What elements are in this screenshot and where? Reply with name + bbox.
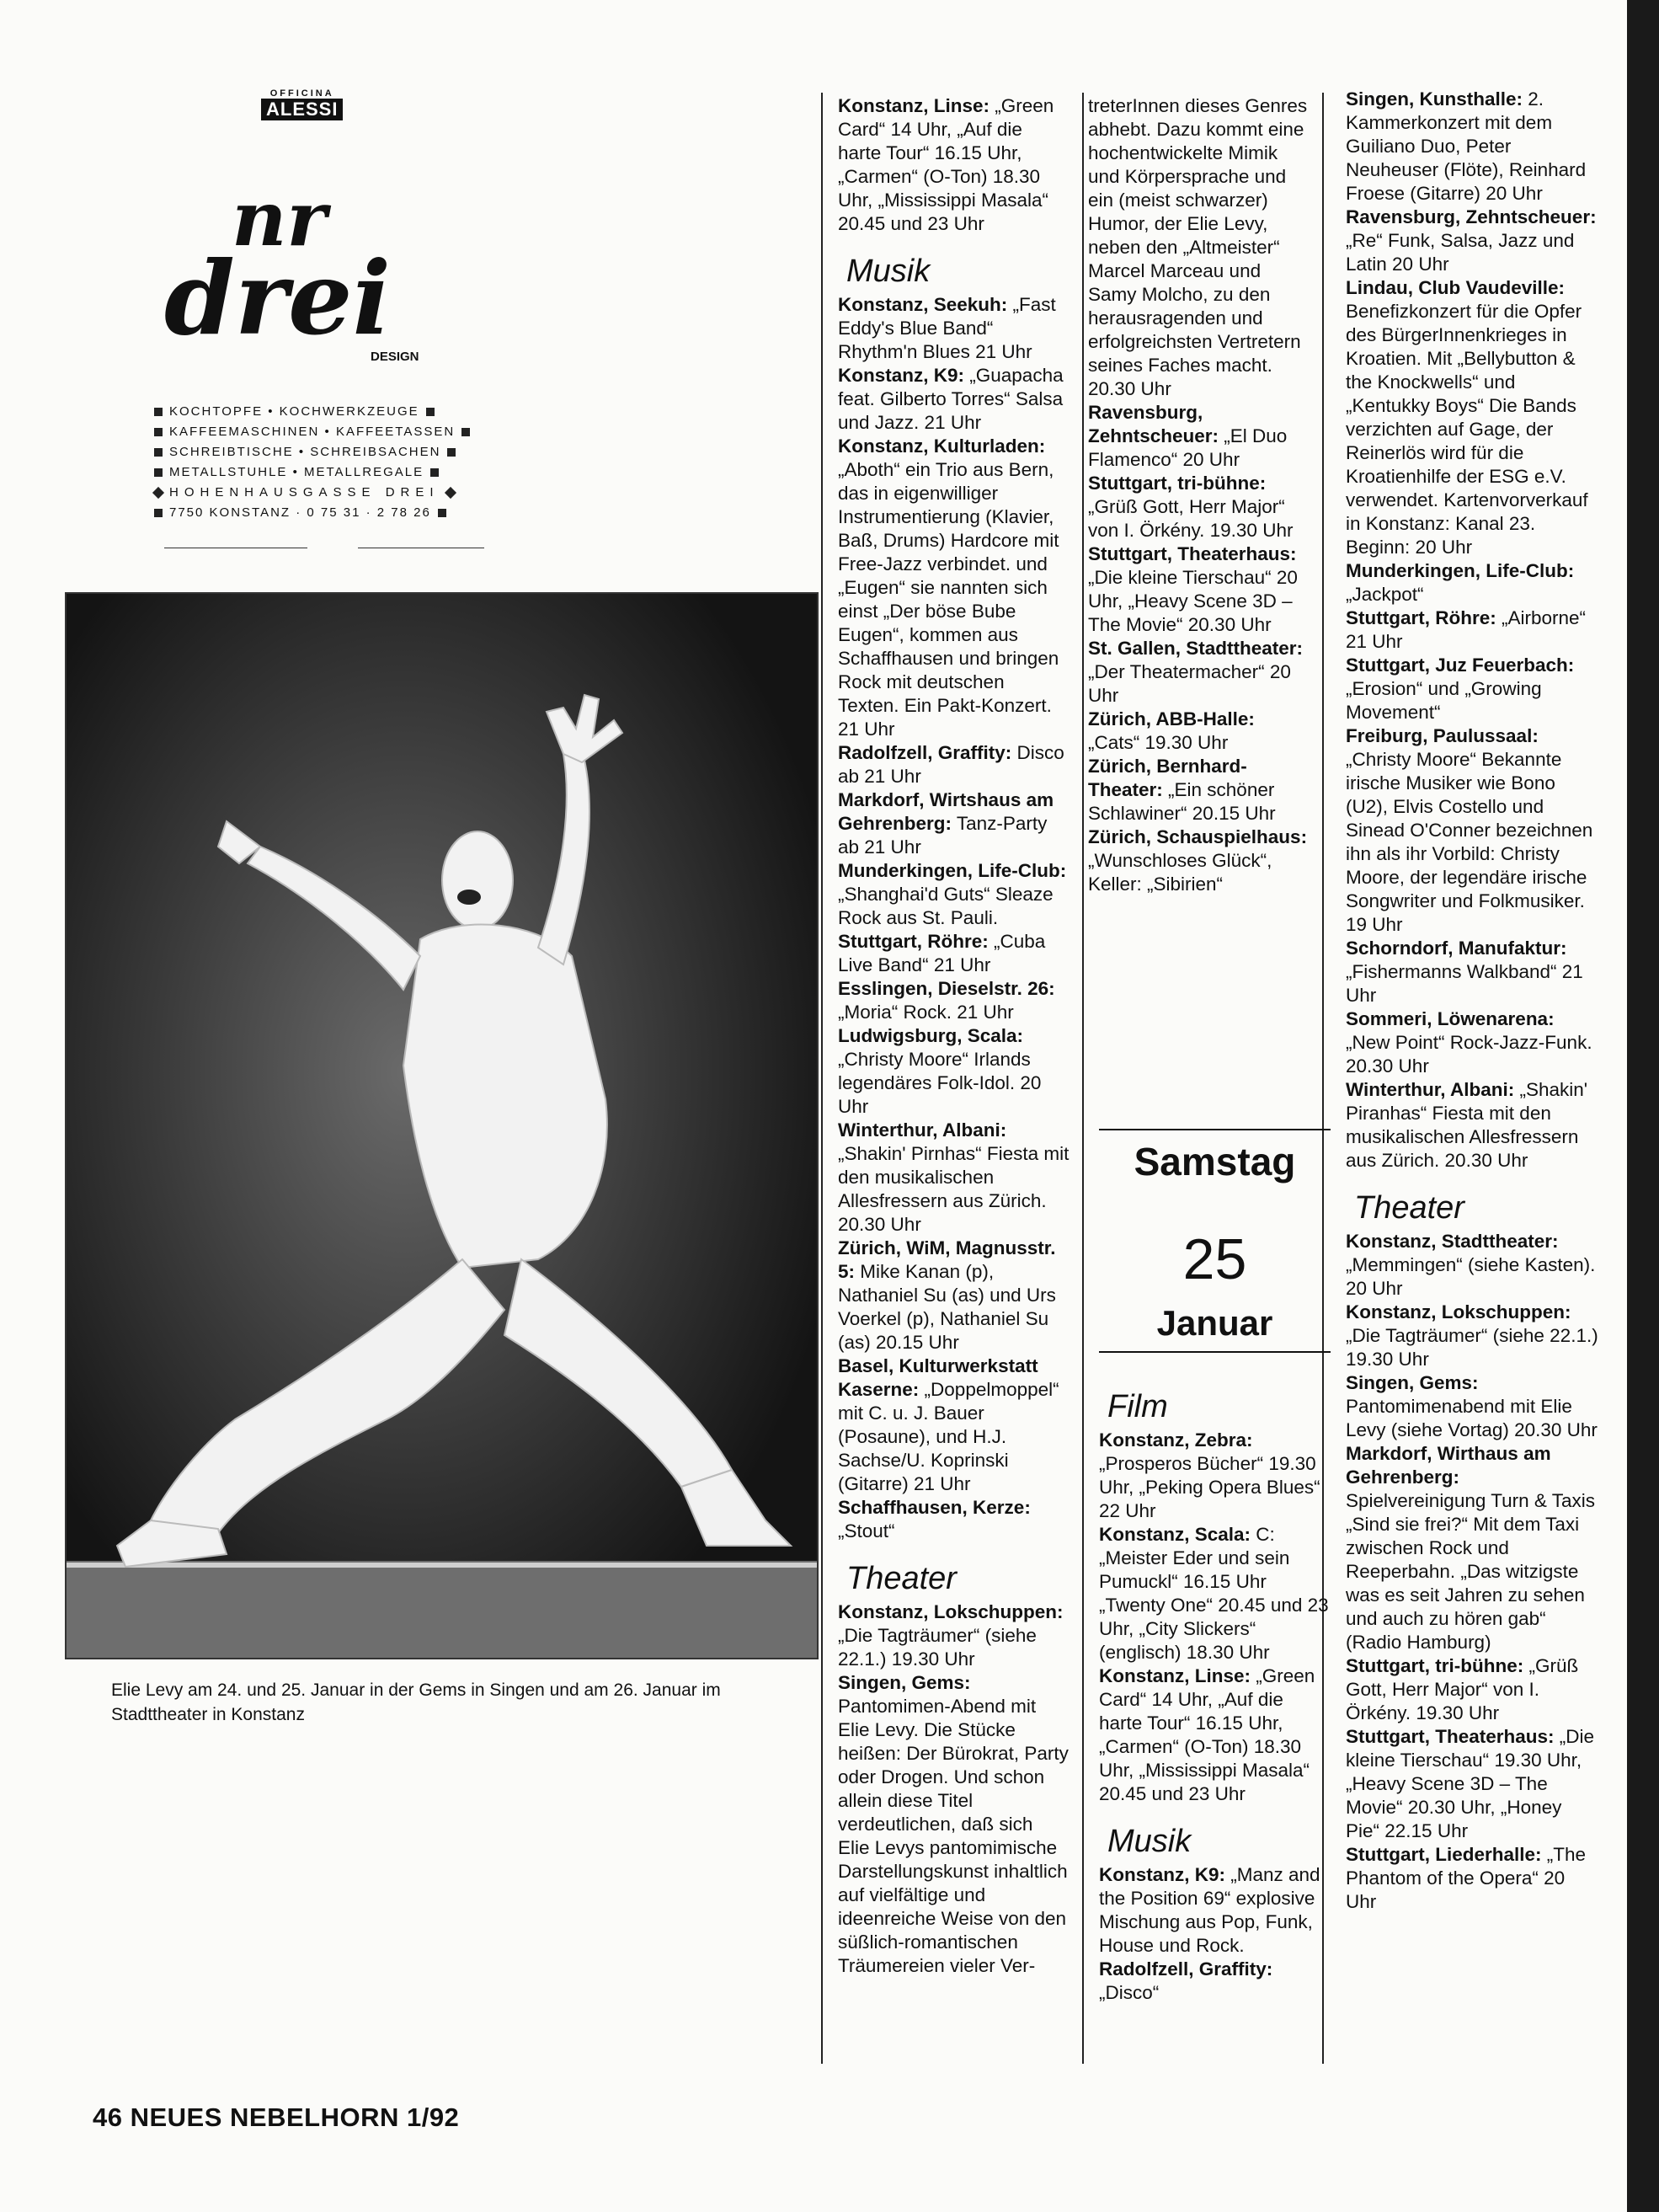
listing-venue: Konstanz, K9: <box>1099 1864 1226 1885</box>
day-header <box>1099 1129 1331 1353</box>
listing-venue: St. Gallen, Stadttheater: <box>1088 638 1304 659</box>
listing-entry <box>1346 606 1598 654</box>
listing-entry <box>838 435 1070 741</box>
listing-entry <box>838 741 1070 788</box>
listing-text: „Green Card“ 14 Uhr, „Auf die harte Tour“ 16.15 Uhr, „Carmen“ (O-Ton) 18.30 Uhr, „Mississippi Masala“ 20.45 und 23 Uhr <box>838 95 1054 234</box>
listing-text: Disco ab 21 Uhr <box>838 742 1064 787</box>
listing-text: „Fast Eddy's Blue Band“ Rhythm'n Blues 21 Uhr <box>838 294 1056 362</box>
listing-text: „Manz and the Position 69“ explosive Mischung aus Pop, Funk, House und Rock. <box>1099 1864 1320 1956</box>
section-title-film: Film <box>1107 1389 1168 1424</box>
listing-text: Tanz-Party ab 21 Uhr <box>838 813 1048 858</box>
listing-venue: Winterthur, Albani: <box>1346 1079 1515 1100</box>
listing-venue: Zürich, WiM, Magnusstr. 5: <box>838 1237 1056 1282</box>
listing-venue: Ravensburg, Zehntscheuer: <box>1346 206 1597 227</box>
listing-text: „Airborne“ 21 Uhr <box>1346 607 1587 652</box>
listing-venue: Radolfzell, Graffity: <box>1099 1958 1273 1980</box>
listing-text: „Guapacha feat. Gilberto Torres“ Salsa und Jazz. 21 Uhr <box>838 365 1064 433</box>
ad-block <box>147 88 501 560</box>
listing-text: „Green Card“ 14 Uhr, „Auf die harte Tour“ 16.15 Uhr, „Carmen“ (O-Ton) 18.30 Uhr, „Mississippi Masala“ 20.45 und 23 Uhr <box>1099 1665 1315 1804</box>
listing-venue: Konstanz, K9: <box>838 365 965 386</box>
listing-text: treterInnen dieses Genres abhebt. Dazu kommt eine hochentwickelte Mimik und Körpersprache und ein (meist schwarzer) Humor, der Elie Levy, neben den „Altmeister“ Marcel Marceau und Samy Molcho, zu den herausragenden und erfolgreichsten Vertretern seines Faches macht. 20.30 Uhr <box>1088 95 1308 399</box>
column-1 <box>838 94 1070 1978</box>
listing-text: C: „Meister Eder und sein Pumuckl“ 16.15 Uhr „Twenty One“ 20.45 und 23 Uhr, „City Slickers“ (englisch) 18.30 Uhr <box>1099 1524 1329 1663</box>
listing-entry <box>1088 755 1309 825</box>
listing-group <box>838 1600 1070 1978</box>
listing-text: „Shakin' Pirnhas“ Fiesta mit den musikalischen Allesfressern aus Zürich. 20.30 Uhr <box>838 1143 1070 1235</box>
listing-entry <box>838 94 1070 236</box>
day-month: Januar <box>1156 1303 1273 1343</box>
listing-text: „Der Theatermacher“ 20 Uhr <box>1088 661 1291 706</box>
page-edge <box>1627 0 1659 2212</box>
listing-text: „Christy Moore“ Irlands legendäres Folk-Idol. 20 Uhr <box>838 1049 1042 1117</box>
listing-entry <box>1346 276 1598 559</box>
listing-text: „Aboth“ ein Trio aus Bern, das in eigenwilliger Instrumentierung (Klavier, Baß, Drums) Hardcore mit Free-Jazz verbindet. und „Eugen“ sie nannten sich einst „Der böse Bube Eugen“, kommen aus Schaffhausen und bringen Rock mit deutschen Texten. Ein Pakt-Konzert. 21 Uhr <box>838 459 1059 740</box>
listing-group <box>1346 1230 1598 1914</box>
listing-text: „The Phantom of the Opera“ 20 Uhr <box>1346 1844 1587 1912</box>
listing-venue: Konstanz, Stadttheater: <box>1346 1231 1559 1252</box>
listing-entry <box>1346 654 1598 724</box>
listing-venue: Markdorf, Wirtshaus am Gehrenberg: <box>838 789 1054 834</box>
listing-venue: Konstanz, Linse: <box>838 95 990 116</box>
listing-entry <box>1099 1958 1331 2005</box>
listing-venue: Stuttgart, tri-bühne: <box>1088 473 1267 494</box>
listing-entry <box>838 1024 1070 1119</box>
alessi-wordmark: ALESSI <box>261 99 343 120</box>
ad-line: KOCHTOPFE • KOCHWERKZEUGE <box>147 402 477 422</box>
listing-venue: Stuttgart, Theaterhaus: <box>1346 1726 1555 1747</box>
listing-venue: Basel, Kulturwerkstatt Kaserne: <box>838 1355 1038 1400</box>
listing-venue: Konstanz, Lokschuppen: <box>838 1601 1064 1622</box>
listing-text: „Die Tagträumer“ (siehe 22.1.) 19.30 Uhr <box>838 1625 1037 1670</box>
listing-text: „Doppelmoppel“ mit C. u. J. Bauer (Posaune), und H.J. Sachse/U. Koprinski (Gitarre) 21 Uhr <box>838 1379 1059 1494</box>
column-rule-1 <box>821 93 823 2064</box>
ad-line: SCHREIBTISCHE • SCHREIBSACHEN <box>147 442 477 462</box>
listing-venue: Radolfzell, Graffity: <box>838 742 1012 763</box>
listing-entry <box>838 293 1070 364</box>
listing-text: „Cuba Live Band“ 21 Uhr <box>838 931 1046 975</box>
listing-venue: Konstanz, Zebra: <box>1099 1429 1253 1451</box>
listing-group <box>838 293 1070 1543</box>
listing-text: „Shakin' Piranhas“ Fiesta mit den musikalischen Allesfressern aus Zürich. 20.30 Uhr <box>1346 1079 1588 1171</box>
listing-entry <box>1099 1523 1331 1664</box>
listing-entry <box>1099 1664 1331 1806</box>
listing-entry <box>1088 542 1309 637</box>
listing-text: „Jackpot“ <box>1346 584 1424 605</box>
listing-entry <box>838 977 1070 1024</box>
listing-text: Benefizkonzert für die Opfer des BürgerInnenkrieges in Kroatien. Mit „Bellybutton & the Knockwells“ und „Kentukky Boys“ Die Bands verzichten auf Gage, der Reinerlös wird für die Kroatienhilfe der ESG e.V. verwendet. Kartenvorverkauf in Konstanz: Kanal 23. Beginn: 20 Uhr <box>1346 301 1588 558</box>
listing-group <box>838 94 1070 236</box>
listing-venue: Zürich, ABB-Halle: <box>1088 708 1255 729</box>
section-title-musik: Musik <box>846 254 931 289</box>
listing-group <box>1346 88 1598 1173</box>
listing-entry <box>1088 472 1309 542</box>
listing-text: Mike Kanan (p), Nathaniel Su (as) und Urs Voerkel (p), Nathaniel Su (as) 20.15 Uhr <box>838 1261 1056 1353</box>
listing-entry <box>1099 1429 1331 1523</box>
day-rule-bottom <box>1099 1351 1331 1353</box>
listing-entry <box>1088 401 1309 472</box>
listing-venue: Schaffhausen, Kerze: <box>838 1497 1031 1518</box>
listing-text: „Memmingen“ (siehe Kasten). 20 Uhr <box>1346 1254 1596 1299</box>
column-2 <box>1088 94 1309 896</box>
mime-figure-illustration <box>67 594 817 1658</box>
listing-text: „Die Tagträumer“ (siehe 22.1.) 19.30 Uhr <box>1346 1325 1598 1370</box>
listing-entry <box>1088 825 1309 896</box>
section-title-theater: Theater <box>846 1561 957 1596</box>
listing-venue: Singen, Gems: <box>1346 1372 1479 1393</box>
day-rule-top <box>1099 1129 1331 1130</box>
listing-entry <box>1088 637 1309 708</box>
listing-group <box>1088 94 1309 896</box>
column-2-lower <box>1099 1381 1331 2005</box>
listing-entry <box>838 788 1070 859</box>
listing-text: „Disco“ <box>1099 1982 1160 2003</box>
listing-venue: Esslingen, Dieselstr. 26: <box>838 978 1055 999</box>
listing-entry <box>838 1237 1070 1354</box>
ad-list <box>147 402 477 523</box>
listing-entry <box>1346 1007 1598 1078</box>
listing-text: „Christy Moore“ Bekannte irische Musiker wie Bono (U2), Elvis Costello und Sinead O'Conner bezeichnen ihn als ihr Vorbild: Christy Moore, der legendäre irische Songwriter und Folkmusiker. 19 Uhr <box>1346 749 1593 935</box>
column-rule-2 <box>1082 93 1084 2064</box>
listing-venue: Konstanz, Kulturladen: <box>838 435 1046 457</box>
listing-entry <box>1346 724 1598 937</box>
listing-entry <box>1346 1371 1598 1442</box>
listing-entry <box>1346 937 1598 1007</box>
ad-line: HOHENHAUSGASSE DREI <box>147 483 477 503</box>
listing-group <box>1099 1863 1331 2005</box>
listing-text: Spielvereinigung Turn & Taxis „Sind sie frei?“ Mit dem Taxi zwischen Rock und Reeperbahn. „Das witzigste was es seit Jahren zu sehen und auch zu hören gab“ (Radio Hamburg) <box>1346 1490 1596 1653</box>
ad-line: KAFFEEMASCHINEN • KAFFEETASSEN <box>147 422 477 442</box>
day-weekday: Samstag <box>1134 1140 1296 1183</box>
listing-text: „New Point“ Rock-Jazz-Funk. 20.30 Uhr <box>1346 1032 1592 1077</box>
listing-text: „Shanghai'd Guts“ Sleaze Rock aus St. Pauli. <box>838 884 1054 928</box>
listing-entry <box>1346 1442 1598 1654</box>
logo-drei: drei <box>164 239 392 358</box>
listing-entry <box>1346 1230 1598 1301</box>
listing-text: „Die kleine Tierschau“ 19.30 Uhr, „Heavy Scene 3D – The Movie“ 20.30 Uhr, „Honey Pie“ 22.15 Uhr <box>1346 1726 1595 1841</box>
listing-venue: Stuttgart, tri-bühne: <box>1346 1655 1524 1676</box>
listing-venue: Zürich, Schauspielhaus: <box>1088 826 1308 847</box>
listing-entry <box>838 930 1070 977</box>
listing-venue: Stuttgart, Theaterhaus: <box>1088 543 1297 564</box>
ad-line: 7750 KONSTANZ · 0 75 31 · 2 78 26 <box>147 503 477 523</box>
listing-venue: Ludwigsburg, Scala: <box>838 1025 1024 1046</box>
listing-entry <box>838 1671 1070 1978</box>
listing-venue: Konstanz, Seekuh: <box>838 294 1008 315</box>
day-number: 25 <box>1182 1227 1247 1291</box>
column-3 <box>1346 88 1598 1914</box>
listing-entry <box>838 1496 1070 1543</box>
listing-entry <box>838 1600 1070 1671</box>
listing-text: „Die kleine Tierschau“ 20 Uhr, „Heavy Scene 3D – The Movie“ 20.30 Uhr <box>1088 567 1298 635</box>
listing-text: „Re“ Funk, Salsa, Jazz und Latin 20 Uhr <box>1346 230 1575 275</box>
listing-text: „Fishermanns Walkband“ 21 Uhr <box>1346 961 1583 1006</box>
ad-line: METALLSTUHLE • METALLREGALE <box>147 462 477 483</box>
listing-venue: Konstanz, Linse: <box>1099 1665 1251 1686</box>
listing-venue: Markdorf, Wirthaus am Gehrenberg: <box>1346 1443 1551 1488</box>
performance-photo <box>65 592 819 1659</box>
listing-text: „Grüß Gott, Herr Major“ von I. Örkény. 19.30 Uhr <box>1088 496 1294 541</box>
listing-entry <box>1346 88 1598 206</box>
listing-entry <box>1099 1863 1331 1958</box>
logo-design: DESIGN <box>371 350 419 364</box>
listing-text: „Ein schöner Schlawiner“ 20.15 Uhr <box>1088 779 1276 824</box>
listing-venue: Stuttgart, Juz Feuerbach: <box>1346 655 1575 676</box>
listing-text: „Wunschloses Glück“, Keller: „Sibirien“ <box>1088 850 1272 895</box>
listing-text: „Stout“ <box>838 1520 895 1541</box>
listing-venue: Zürich, Bernhard-Theater: <box>1088 756 1247 800</box>
listing-entry <box>1088 94 1309 401</box>
listing-entry <box>1346 1301 1598 1371</box>
listing-entry <box>838 364 1070 435</box>
listing-text: „Erosion“ und „Growing Movement“ <box>1346 678 1542 723</box>
alessi-officina: OFFICINA <box>269 88 334 99</box>
listing-venue: Sommeri, Löwenarena: <box>1346 1008 1555 1029</box>
section-title-musik: Musik <box>1107 1824 1192 1859</box>
listing-entry <box>1346 206 1598 276</box>
listing-text: Pantomimen-Abend mit Elie Levy. Die Stücke heißen: Der Bürokrat, Party oder Drogen. Und schon allein diese Titel verdeutlichen, daß sich Elie Levys pantomimische Darstellungskunst inhaltlich auf vielfältige und ideenreiche Weise von den süßlich-romantischen Träumereien vieler Ver- <box>838 1696 1069 1976</box>
listing-text: Pantomimenabend mit Elie Levy (siehe Vortag) 20.30 Uhr <box>1346 1396 1598 1440</box>
section-title-theater: Theater <box>1354 1190 1464 1226</box>
listing-venue: Stuttgart, Liederhalle: <box>1346 1844 1542 1865</box>
listing-venue: Singen, Gems: <box>838 1672 971 1693</box>
listing-venue: Winterthur, Albani: <box>838 1119 1007 1141</box>
listing-venue: Ravensburg, Zehntscheuer: <box>1088 402 1219 446</box>
listing-text: „Moria“ Rock. 21 Uhr <box>838 1002 1014 1023</box>
listing-venue: Schorndorf, Manufaktur: <box>1346 938 1567 959</box>
listing-venue: Munderkingen, Life-Club: <box>838 860 1067 881</box>
listing-entry <box>838 1119 1070 1237</box>
listing-entry <box>1346 1725 1598 1843</box>
listing-text: „Grüß Gott, Herr Major“ von I. Örkény. 19.30 Uhr <box>1346 1655 1579 1723</box>
listing-venue: Freiburg, Paulussaal: <box>1346 725 1539 746</box>
listing-entry <box>1346 1843 1598 1914</box>
listing-venue: Stuttgart, Röhre: <box>838 931 989 952</box>
listing-entry <box>838 859 1070 930</box>
listing-venue: Konstanz, Scala: <box>1099 1524 1251 1545</box>
listing-venue: Konstanz, Lokschuppen: <box>1346 1301 1571 1322</box>
listing-entry <box>1088 708 1309 755</box>
listing-text: 2. Kammerkonzert mit dem Guiliano Duo, Peter Neuheuser (Flöte), Reinhard Froese (Gitarre) 20 Uhr <box>1346 88 1587 204</box>
listing-venue: Singen, Kunsthalle: <box>1346 88 1523 110</box>
page-footer: 46 NEUES NEBELHORN 1/92 <box>93 2102 460 2132</box>
listing-group <box>1099 1429 1331 1806</box>
listing-venue: Lindau, Club Vaudeville: <box>1346 277 1566 298</box>
photo-caption: Elie Levy am 24. und 25. Januar in der Gems in Singen und am 26. Januar im Stadttheater in Konstanz <box>111 1680 721 1724</box>
listing-text: „Cats“ 19.30 Uhr <box>1088 732 1229 753</box>
listing-venue: Munderkingen, Life-Club: <box>1346 560 1575 581</box>
alessi-logo <box>261 88 343 120</box>
listing-entry <box>1346 559 1598 606</box>
listing-venue: Stuttgart, Röhre: <box>1346 607 1496 628</box>
listing-entry <box>838 1354 1070 1496</box>
listing-entry <box>1346 1654 1598 1725</box>
listing-text: „El Duo Flamenco“ 20 Uhr <box>1088 425 1288 470</box>
logo-nr: nr <box>232 174 327 264</box>
listing-text: „Prosperos Bücher“ 19.30 Uhr, „Peking Opera Blues“ 22 Uhr <box>1099 1453 1320 1521</box>
listing-entry <box>1346 1078 1598 1173</box>
